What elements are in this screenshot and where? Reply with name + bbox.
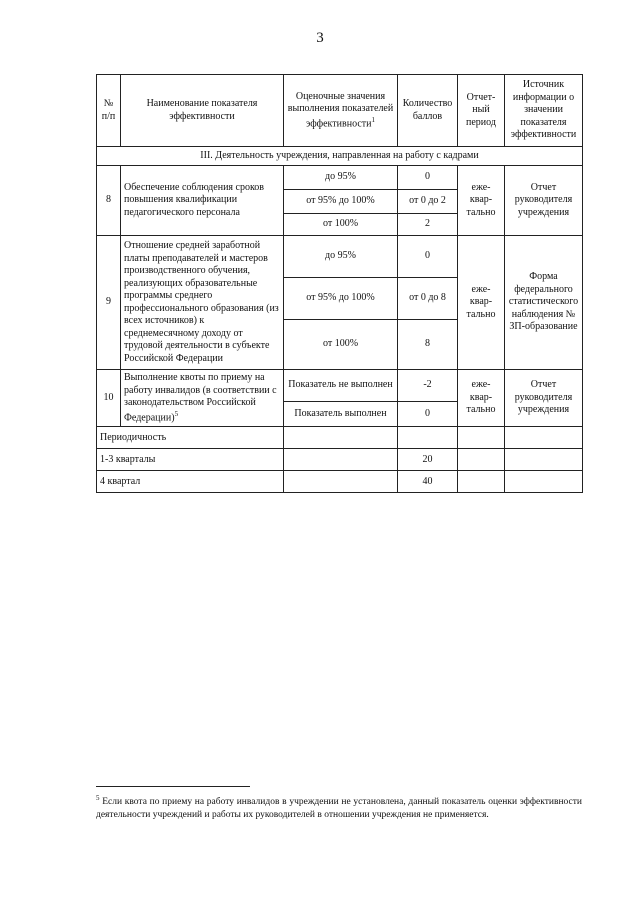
- empty-cell: [505, 471, 583, 493]
- page-number: 3: [316, 30, 324, 46]
- row-value: до 95%: [284, 236, 398, 278]
- row-name: Выполнение квоты по приему на работу инвалидов (в соответствии с законодательством Российской Федерации): [124, 372, 277, 423]
- row-points: 0: [398, 236, 458, 278]
- empty-cell: [284, 471, 398, 493]
- periodicity-row: [97, 471, 583, 493]
- row-num: 10: [97, 370, 121, 427]
- row-points: 2: [398, 214, 458, 236]
- row-points: от 0 до 2: [398, 190, 458, 214]
- periodicity-row: [97, 427, 583, 449]
- periodicity-points: 40: [398, 471, 458, 493]
- section-title: III. Деятельность учреждения, направленная на работу с кадрами: [97, 147, 583, 166]
- header-points: Количество баллов: [398, 75, 458, 147]
- row-points: -2: [398, 370, 458, 402]
- row-period: еже-квар-тально: [458, 166, 505, 236]
- footnote-text: Если квота по приему на работу инвалидов в учреждении не установлена, данный показатель оценки эффективности деятельности учреждений и работы их руководителей в отношении учреждения не применяется.: [96, 797, 582, 820]
- row-points: 8: [398, 320, 458, 370]
- row-name: Обеспечение соблюдения сроков повышения квалификации педагогического персонала: [121, 166, 284, 236]
- table-row: [97, 166, 583, 190]
- table-row: [97, 370, 583, 402]
- row-source: Отчет руководителя учреждения: [505, 166, 583, 236]
- empty-cell: [458, 427, 505, 449]
- row-period: еже-квар-тально: [458, 236, 505, 370]
- row-source: Форма федерального статистического наблюдения № ЗП-образование: [505, 236, 583, 370]
- periodicity-period-label: 4 квартал: [97, 471, 284, 493]
- efficiency-indicators-table: [96, 74, 583, 493]
- row-period: еже-квар-тально: [458, 370, 505, 427]
- row-value: от 100%: [284, 320, 398, 370]
- empty-cell: [505, 427, 583, 449]
- periodicity-row: [97, 449, 583, 471]
- table-row: [97, 236, 583, 278]
- empty-cell: [458, 449, 505, 471]
- row-name: Отношение средней заработной платы преподавателей и мастеров производственного обучения, реализующих образовательные программы среднего профессионального образования (из всех источников) к среднемесячному доходу от трудовой деятельности в субъекте Российской Федерации: [121, 236, 284, 370]
- empty-cell: [505, 449, 583, 471]
- periodicity-points: 20: [398, 449, 458, 471]
- header-source: Источник информации о значении показателя эффективности: [505, 75, 583, 147]
- header-values: [284, 75, 398, 147]
- row-source: Отчет руководителя учреждения: [505, 370, 583, 427]
- row-value: Показатель выполнен: [284, 401, 398, 426]
- row-num: 9: [97, 236, 121, 370]
- row-value: до 95%: [284, 166, 398, 190]
- header-values-footnote-mark: 1: [371, 115, 375, 124]
- header-name: Наименование показателя эффективности: [121, 75, 284, 147]
- empty-cell: [458, 471, 505, 493]
- row-name-cell: [121, 370, 284, 427]
- row-points: 0: [398, 166, 458, 190]
- footnote: [96, 794, 582, 821]
- row-points: 0: [398, 401, 458, 426]
- periodicity-period-label: 1-3 кварталы: [97, 449, 284, 471]
- row-points: от 0 до 8: [398, 278, 458, 320]
- empty-cell: [284, 427, 398, 449]
- row-num: 8: [97, 166, 121, 236]
- header-values-text: Оценочные значения выполнения показателей эффективности: [287, 90, 394, 129]
- row-value: от 95% до 100%: [284, 278, 398, 320]
- footnote-divider: [96, 786, 250, 787]
- table-header-row: [97, 75, 583, 147]
- empty-cell: [284, 449, 398, 471]
- header-period: Отчет-ный период: [458, 75, 505, 147]
- header-num: № п/п: [97, 75, 121, 147]
- footnote-mark: 5: [96, 794, 100, 802]
- empty-cell: [398, 427, 458, 449]
- row-value: от 100%: [284, 214, 398, 236]
- section-row: [97, 147, 583, 166]
- row-value: от 95% до 100%: [284, 190, 398, 214]
- periodicity-label: Периодичность: [97, 427, 284, 449]
- row-name-footnote-mark: 5: [174, 409, 179, 418]
- row-value: Показатель не выполнен: [284, 370, 398, 402]
